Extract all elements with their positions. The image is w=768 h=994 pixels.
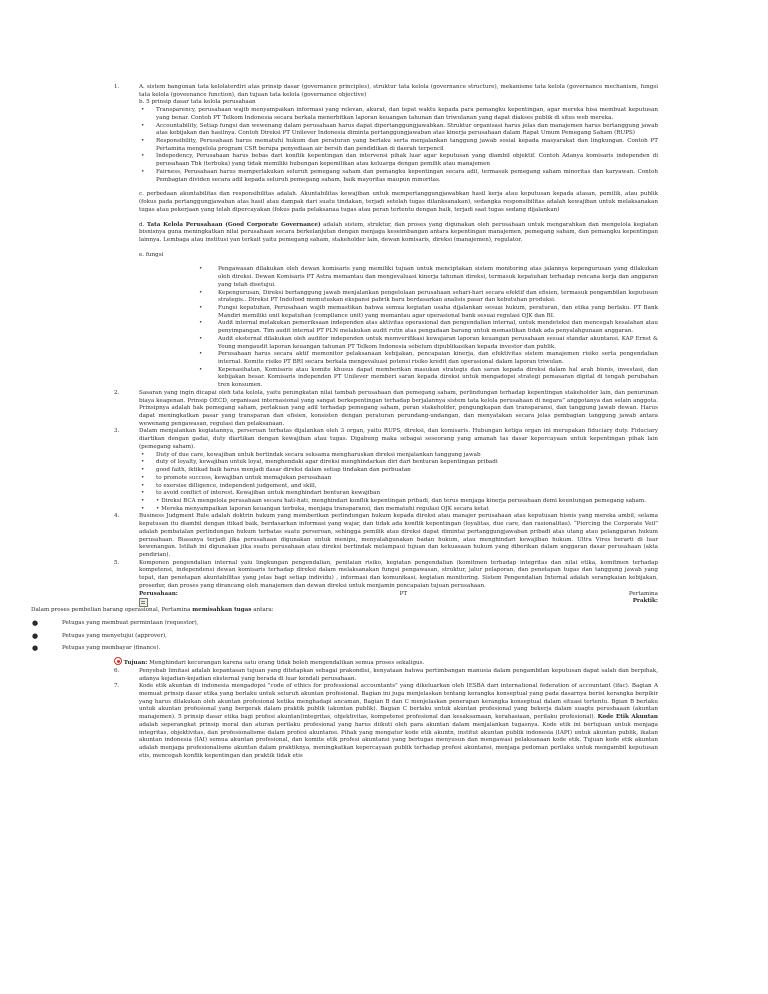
item-number: 4. [114,513,120,520]
list-item-2 [114,390,658,429]
list-item-7 [114,683,658,760]
tujuan-paragraph: Tujuan: Menghindari kecurangan karena satu orang tidak boleh mengendalikan semua proses sekaligus. [114,657,658,668]
praktik-row [139,598,658,607]
paragraph: Kode etik akuntan di indonesia mengadopsi "code of ethics for professional accountants" yang dikeluarkan oleh IESBA dari international federation of accountant (ifac). Bagian A memuat prinsip dasar etika yang berlaku untuk seluruh akuntan profesional. Bagian ini juga menjelaskan tentang kerangka konseptual yang pada dasarnya berisi kerangka berpikir yang harus dilakukan oleh akuntan profesional ketika menghadapi ancaman, Bagian B dan C menjelaskan penerapan kerangka konseptual dalam situasi tertentu. Bgian B berlaku untuk akuntan profesional yang bergerak dalam praktik publik (akuntan publik). Bagian C berlaku untuk akuntan profesional yang bekerja dalam suagtu perushaaan (akuntan manajemen). 5 prinsip dasar etika bagi profesi akuntan(integritas, objektivitas, kompetensi profesional dan kesaksamaan, kerahasiaan, perilaku profesional). Kode Etik Akuntan adalah seperangkat prinsip moral dan aturan perilaku profesional yang harus diikuti oleh para akuntan dalam menjalankan tugasnya. Kode etik ini bertujuan untuk menjaga integritas, objektivitas, dan profesionalisme dalam profesi akuntansi. Pihak yang mengatur kode etik akuntn, institut akuntan publik indonesia (IAPI) untuk akuntan publik, ikatan akuntan indonesia (IAI) semua akuntan profesional, dan komite etik profesi akuntansi yang bertugas menyusun dan mengawasi pelaksanaan kode etik. Tujuan kode etik akuntan adalah menjaga profesionalisme akuntan dalam praktiknya, meningkatkan kepercayaan publik terhadap profesi akuntansi, menjaga pedoman perilaku untuk mengambil keputusan etis, mencegah konflik kepentingan dan praktik tidak etis [139,683,658,759]
paragraph: Penyebab limitasi adalah kepantasan tujuan yang ditetapkan sebagai prakondisi, kenyataan bahwa pertimbangan manusia dalam pengambilan keputusan dapat salah dan berpihak, adanya kejadian-kejadian eksternal yang berada di luar kendali perusahaan. [139,667,658,682]
paragraph-e-heading: e. fungsi [139,251,164,258]
list-item-3 [114,428,658,513]
list-item: • Pengawasan dilakukan oleh dewan komisaris yang memiliki tujuan untuk menciptakan sistem monitoring atas jalannya kepengurusan yang dilakukan oleh direksi. Dewan Komisaris PT Astra memantau dan mengevaluasi kinerja tahunan direksi, termasuk kepatuhan terhadap rencana kerja dan anggaran yang telah disetujui. [199,266,658,289]
paragraph-c: c. perbedaan akuntabilitas dan responsibilitas adalah. Akuntabilitas kewajiban untuk mempertanggungjawabkan hasil kerja atau keputusan kepada atasan, pemilik, atau publik (fokus pada pertanggungjawaban atas hasil atau dampak dari suatu tindakan, terjadi setelah tugas dilanksanakan), sedangka responsibilitas adalah kewajiban untuk melaksanakan tugas atau pekerjaan yang telah dipercayakan (fokus pada pelaksanaa tugas atau peran tertentu dengan baik, terjadi saat tugas sedang dijalankan) [139,191,658,213]
item-number: 7. [114,683,120,690]
notepad-icon [139,598,148,607]
pertamina-label: Pertamina [628,590,658,597]
list-item: ● Petugas yang membayar (finance). [31,645,658,653]
paragraph-d: d. Tata Kelola Perusahaan (Good Corporate Governance) adalah sistem, struktur, dan proses yang digunakan oleh perusahaan untuk mengarahkan dan mengelola kegiatan bisnisnya guna meningkatkan nilai perusahaan secara berkelanjutan dengan menjaga keseimbangan antara kepentingan manajemen, pemegang saham, dan pemangku kepentingan lainnya. Lembaga atau institusi yan terkait yaitu pemegang saham, stakeholder lain, dewan komisaris, direksi (manajemen), regulator. [139,221,658,243]
paragraph-a: A. sistem bangunan tata kelolaterdiri atas prinsip dasar (governance principles), struktur tata kelola (governance structure), mekanisme tata kelola (governance mechanism, fungsi tata kelola (goveenance function), dan tujuan tata kelola (governance objective) [139,84,658,98]
item-number: 1. [114,84,120,90]
item-number: 3. [114,428,120,435]
item-number: 6. [114,667,120,674]
principles-list [139,107,658,184]
segregation-term: memisahkan tugas [192,607,252,614]
company-row [139,591,658,599]
kode-etik-term: Kode Etik Akuntan [597,714,658,721]
list-item: • • Mereka menyampaikan laporan keuangan terbuka, menjaga transparansi, dan mematuhi regulasi OJK secara ketat [141,506,658,514]
duties-list [139,452,658,514]
list-item: • to promote success, kewajiban untuk memajukan perusahaan [141,475,658,483]
paragraph: Sasaran yang ingin dicapai oleh tata kelola, yaitu peningkatan nilai tambah perusahaan dan pemegang saham, perlindungan terhadap kepentingan stakeholder lain, dan penurunan biaya keagenan. Prinsip OECD, organisasi internasional yang sangat berkepentingan terhadap berjalannya sistem tata kelola perusahaan di negara” anggotanya dan selain anggota. Prinsipnya adalah hak pemegang saham, perlakuan yang adil terhadap pemegang saham, peran stakeholder, pengungkapan dan transparansi, dan tanggung jawab dewan. Harus dapat meningkatkan pasar yang transparan dan efisien, konsisten dengan peraturan perundang-undangan, dan menyatakan secara jelas pembagian tanggung jawab antara wewenang pengawasan, regulasi dan pelaksanaan. [139,389,658,427]
list-item-5 [114,560,658,608]
gcg-term: Tata Kelola Perusahaan (Good Corporate Governance) [146,221,321,228]
list-item-6 [114,668,658,683]
list-item: • • Direksi BCA mengelola perusahaan secara hati-hati, menghindari konflik kepentingan pribadi, dan terus menjaga kinerja perusahaan demi keuntungan pemegang saham. [141,498,658,506]
item-number: 2. [114,389,120,396]
list-item: • Indepedency, Perusahaan harus bebas dari konflik kepentingan dan intervensi pihak luar agar keputusan yang diambil objektif. Contoh Adanya komisaris independen di perusahaan Tbk (terbuka) yang tidak memiliki hubungan kepemilikan atau keluarga dengan pemilik atau manajemen [141,153,658,168]
list-item: • Fairness, Perusahaan harus memperlakukan seluruh pemegang saham dan pemangku kepentingan secara adil, termasuk pemegang saham minoritas dan karyawan. Contoh Pembagian dividen secara adil kepada seluruh pemegang saham, baik mayoritas maupun minoritas. [141,169,658,184]
list-item: ● Petugas yang menyetujui (approver), [31,633,658,641]
tujuan-label: Tujuan: [123,660,148,667]
praktik-label: Praktik: [632,598,658,605]
paragraph: Dalam menjalankan kegiatannya, perseroan terbatas dijalankan oleh 3 organ, yaitu RUPS, direksi, dan komisaris. Hubungan ketiga organ ini merupakan fiduciary duty. Fiduciary diartikan dengan gadai, duty diartikan dengan kewajiban atau tugas. Digabung maka sebagai seseorang yang amanah tas dasar kepercayaan untuk kepentingan pihak lain (pemegang saham). [139,428,658,450]
proses-paragraph: Dalam proses pembelian barang operasional, Pertamina memisahkan tugas antara: [31,607,274,614]
list-item: • Accountability, Setiap fungsi dan wewenang dalam perusahaan harus dapat dipertanggungjawabkan. Struktur organisasi harus jelas dan manajemen harus bertanggung jawab atas kebijakan dan hasilnya. Contoh Direksi PT Unilever Indonesia diminta pertanggungjawaban atas kinerja perusahaan dalam Rapat Umum Pemegang Saham (RUPS) [141,123,658,138]
paragraph-b-heading: b. 5 prinsip dasar tata kelola perusahaan [139,99,256,106]
pt-label: PT [399,590,408,597]
list-item: • Audit internal melakukan pemeriksaan independen atas aktivitas operasional dan pengendalian internal, untuk mendeteksi dan mencegah kesalahan atau penyimpangan. Tim audit internal PT PLN melakukan audit rutin atas pengadaan barang untuk memastikan tidak ada penyalahgunaan anggaran. [199,320,658,335]
paragraph: Komponen pengendalian internal yaiu lingkungan pengendalian, penilaian risiko, kegiatan pengendalian (komitmen terhadap integritas dan nilai etika, komitmen terhadap kompetensi, independensi dewan komisaris terhadap direksi dalam melaksanakan fungsi pengawasan, struktur, jalur pelaporan, dan penetapan tugas dan tanggung jawab yang tepat, dan penetapan akuntabilitas yang jelas bagi setiap individu) , informasi dan komunikasi, kegiatan monitoring. Sistem Pengendalian Internal adalah serangkaian kebijakan, prosedur, dan proses yang dirancang oleh manajemen dan dewan direksi untuk menjamin pencapaian tujuan perusahaan. [139,559,658,589]
list-item: • Responsibility, Perusahaan harus mematuhi hukum dan peraturan yang berlaku serta menjalankan tanggung jawab sosial kepada masyarakat dan lingkungan. Contoh PT Pertamina mengelola program CSR berupa penyediaan air bersih dan pendidikan di daerah terpencil [141,138,658,153]
list-item: • Audit eksternal dilakukan oleh auditor independen untuk memverifikasi kewajaran laporan keuangan perusahaan sesuai standar akuntansi. KAP Ernst & Young mengaudit laporan keuangan tahunan PT Telkom Indonesia sebelum dipublikasikan kepada investor dan publik. [199,336,658,351]
list-item: • duty of loyalty, kewajiban untuk loyal, menghendaki agar direksi menghindarkan diri dari benturan kepentingan pribadi [141,459,658,467]
list-item-1 [114,84,658,390]
list-item: ● Petugas yang membuat permintaan (requestor), [31,620,658,628]
list-item: • Fungsi kepatuhan, Perusahaan wajib memastikan bahwa semua kegiatan usaha dijalankan sesuai hukum, peraturan, dan etika yang berlaku. PT Bank Mandiri memiliki unit kepatuhan (compliance unit) yang memantau agar operasional bank sesuai regulasi OJK dan BI. [199,305,658,320]
list-item: • Kepenasihatan, Komisaris atau komite khusus dapat memberikan masukan strategis dan saran kepada direksi dalam hal arah bisnis, investasi, dan kebijakan besar. Komisaris independen PT Unilever memberi saran kepada direksi untuk mengadopsi strategi pemasaran digital di tengah perubahan tren konsumen. [199,367,658,390]
segregation-list [31,620,658,653]
list-item-4 [114,513,658,559]
list-item: • good faith, iktikad baik harus menjadi dasar direksi dalam setiap tindakan dan perbuatan [141,467,658,475]
functions-list [139,266,658,390]
list-item: • Duty of due care, kewajiban untuk bertindak secara seksama mengharuskan direksi menjalankan tanggung jawab [141,452,658,460]
perusahaan-label: Perusahaan: [139,590,178,597]
paragraph: Business Judgment Rule adalah doktrin hukum yang memberikan perlindungan hukum kepada direksi atau manajer perusahaan atas keputusan bisnis yang mereka ambil, selama keputusan itu diambil dengan itikad baik, berdasarkan informasi yang wajar, dan tidak ada konflik kepentingan (loyalitas, due care, dan rasionalitas). “Piercing the Corporate Veil” adalah pembatalan perlindungan hukum terbatas suatu perseroan, sehingga pemilik atau direksi dapat dimintai pertanggungjawaban pribadi atas utang atau pelanggaran hukum perusahaan. Biasanya terjadi jika perusahaan digunakan untuk menipu, menyalahgunakan badan hukum, atau menghindari kewajiban hukum. Ultra Vires berarti di luar kewenangan. Istilah ini digunakan jika suatu perusahaan atau direksi bertindak melampaui tujuan dan kekuasaan hukum yang diberikan dalam anggaran dasar perusahaan (akta pendirian). [139,513,658,558]
list-item: • Perusahaan harus secara aktif memonitor pelaksanaan kebijakan, pencapaian kinerja, dan efektivitas sistem manajemen risiko serta pengendalian internal. Komite risiko PT BRI secara berkala mengevaluasi potensi risiko kredit dan operasional dalam laporan triwulan. [199,351,658,366]
item-number: 5. [114,559,120,566]
target-icon [114,657,122,665]
list-item: • Kepengurusan, Direksi bertanggung jawab menjalankan pengelolaan perusahaan sehari-hari secara efektif dan efisien, termasuk pengambilan keputusan strategis.. Direksi PT Indofood memutuskan ekspansi pabrik baru berdasarkan analisis pasar dan kebutuhan produksi. [199,290,658,305]
list-item: • to exersise dilligence, independent judgement, and skill, [141,483,658,491]
list-item: • Transparency, perusahaan wajib menyampaikan informasi yang relevan, akurat, dan tepat waktu kepada para pemangku kepentingan, agar mereka bisa membuat keputusan yang benar. Contoh PT Telkom Indonesia secara berkala menerbitkan laporan keuangan tahunan dan triwulanan yang dapat diakses publik di situs web mereka. [141,107,658,122]
list-item: • to avoid conflict of interest. Kewajiban untuk menghindari benturan kewajiban [141,490,658,498]
